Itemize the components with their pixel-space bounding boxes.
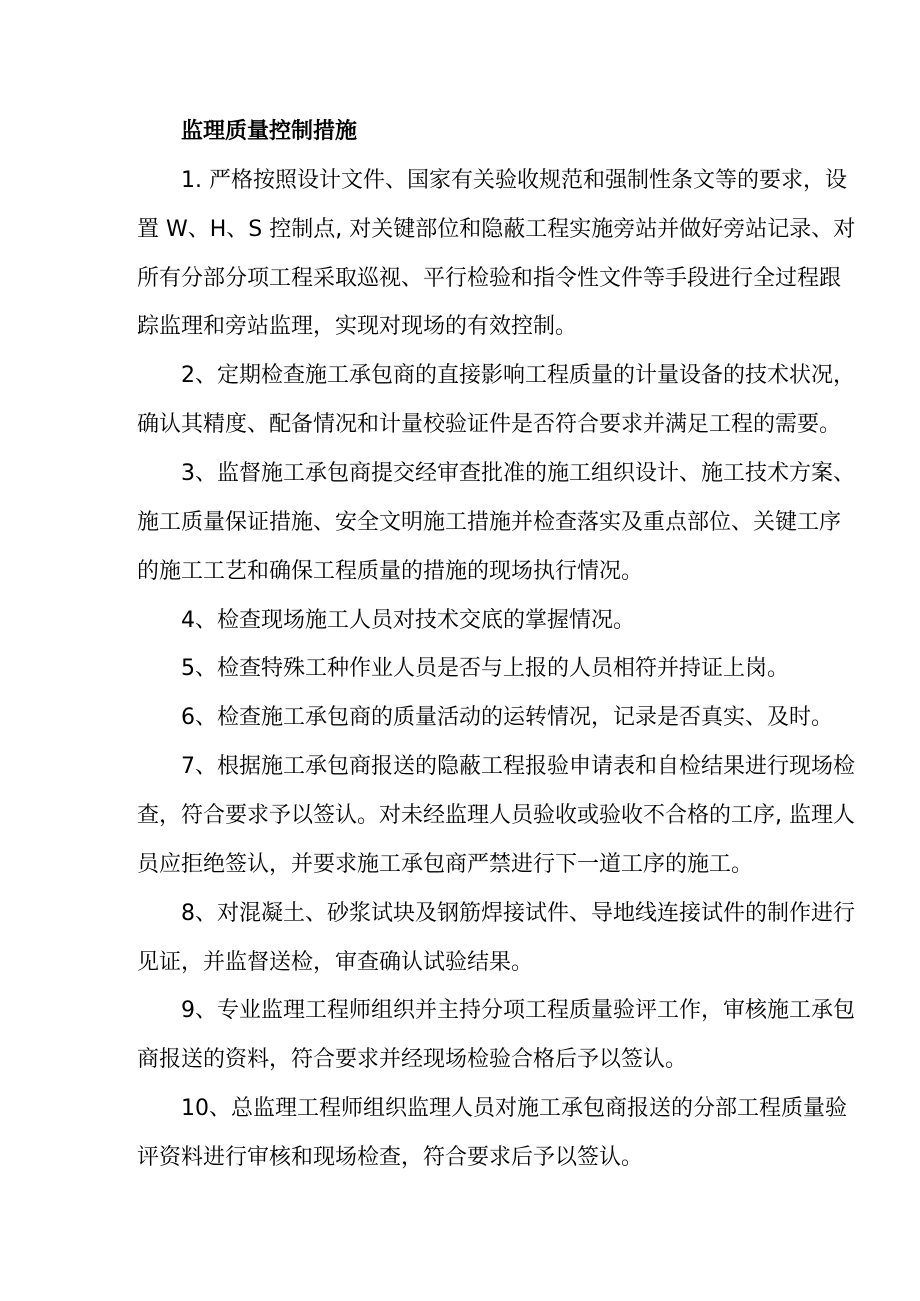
paragraph-2	[137, 352, 855, 450]
paragraph-line: 确认其精度、配备情况和计量校验证件是否符合要求并满足工程的需要。	[137, 412, 842, 438]
document-body	[137, 108, 856, 1183]
paragraph-line: 9、专业监理工程师组织并主持分项工程质量验评工作，审核施工承包	[181, 998, 855, 1024]
paragraph-line: 4、检查现场施工人员对技术交底的掌握情况。	[181, 607, 635, 633]
paragraph-line: 1. 严格按照设计文件、国家有关验收规范和强制性条文等的要求，设	[181, 167, 847, 193]
paragraph-line: 3、监督施工承包商提交经审查批准的施工组织设计、施工技术方案、	[181, 461, 855, 487]
paragraph-line: 7、根据施工承包商报送的隐蔽工程报验申请表和自检结果进行现场检	[181, 754, 855, 780]
paragraph-line: 商报送的资料，符合要求并经现场检验合格后予以签认。	[137, 1047, 688, 1073]
paragraph-line: 踪监理和旁站监理，实现对现场的有效控制。	[137, 314, 578, 340]
paragraph-6	[137, 694, 833, 743]
paragraph-line: 的施工工艺和确保工程质量的措施的现场执行情况。	[137, 558, 644, 584]
paragraph-5	[137, 645, 807, 694]
paragraph-line: 查，符合要求予以签认。对未经监理人员验收或验收不合格的工序, 监理人	[137, 803, 855, 829]
paragraph-line: 5、检查特殊工种作业人员是否与上报的人员相符并持证上岗。	[181, 656, 789, 682]
paragraph-line: 8、对混凝土、砂浆试块及钢筋焊接试件、导地线连接试件的制作进行	[181, 900, 855, 926]
paragraph-line: 置 W、H、S 控制点, 对关键部位和隐蔽工程实施旁站并做好旁站记录、对	[137, 216, 856, 242]
paragraph-line: 10、总监理工程师组织监理人员对施工承包商报送的分部工程质量验	[181, 1096, 847, 1122]
paragraph-line: 见证，并监督送检，审查确认试验结果。	[137, 949, 534, 975]
paragraph-4	[137, 597, 807, 646]
document-title: 监理质量控制措施	[181, 119, 358, 144]
paragraph-list	[137, 157, 856, 1183]
paragraph-10	[137, 1085, 847, 1183]
paragraph-7	[137, 743, 855, 890]
paragraph-line: 施工质量保证措施、安全文明施工措施并检查落实及重点部位、关键工序	[137, 509, 842, 535]
paragraph-line: 评资料进行审核和现场检查，符合要求后予以签认。	[137, 1145, 644, 1171]
paragraph-8	[137, 890, 855, 988]
paragraph-line: 6、检查施工承包商的质量活动的运转情况，记录是否真实、及时。	[181, 705, 833, 731]
paragraph-line: 2、定期检查施工承包商的直接影响工程质量的计量设备的技术状况，	[181, 363, 855, 389]
paragraph-9	[137, 987, 855, 1085]
paragraph-line: 员应拒绝签认，并要求施工承包商严禁进行下一道工序的施工。	[137, 851, 754, 877]
paragraph-1	[137, 157, 856, 352]
paragraph-3	[137, 450, 855, 597]
paragraph-line: 所有分部分项工程采取巡视、平行检验和指令性文件等手段进行全过程跟	[137, 265, 842, 291]
